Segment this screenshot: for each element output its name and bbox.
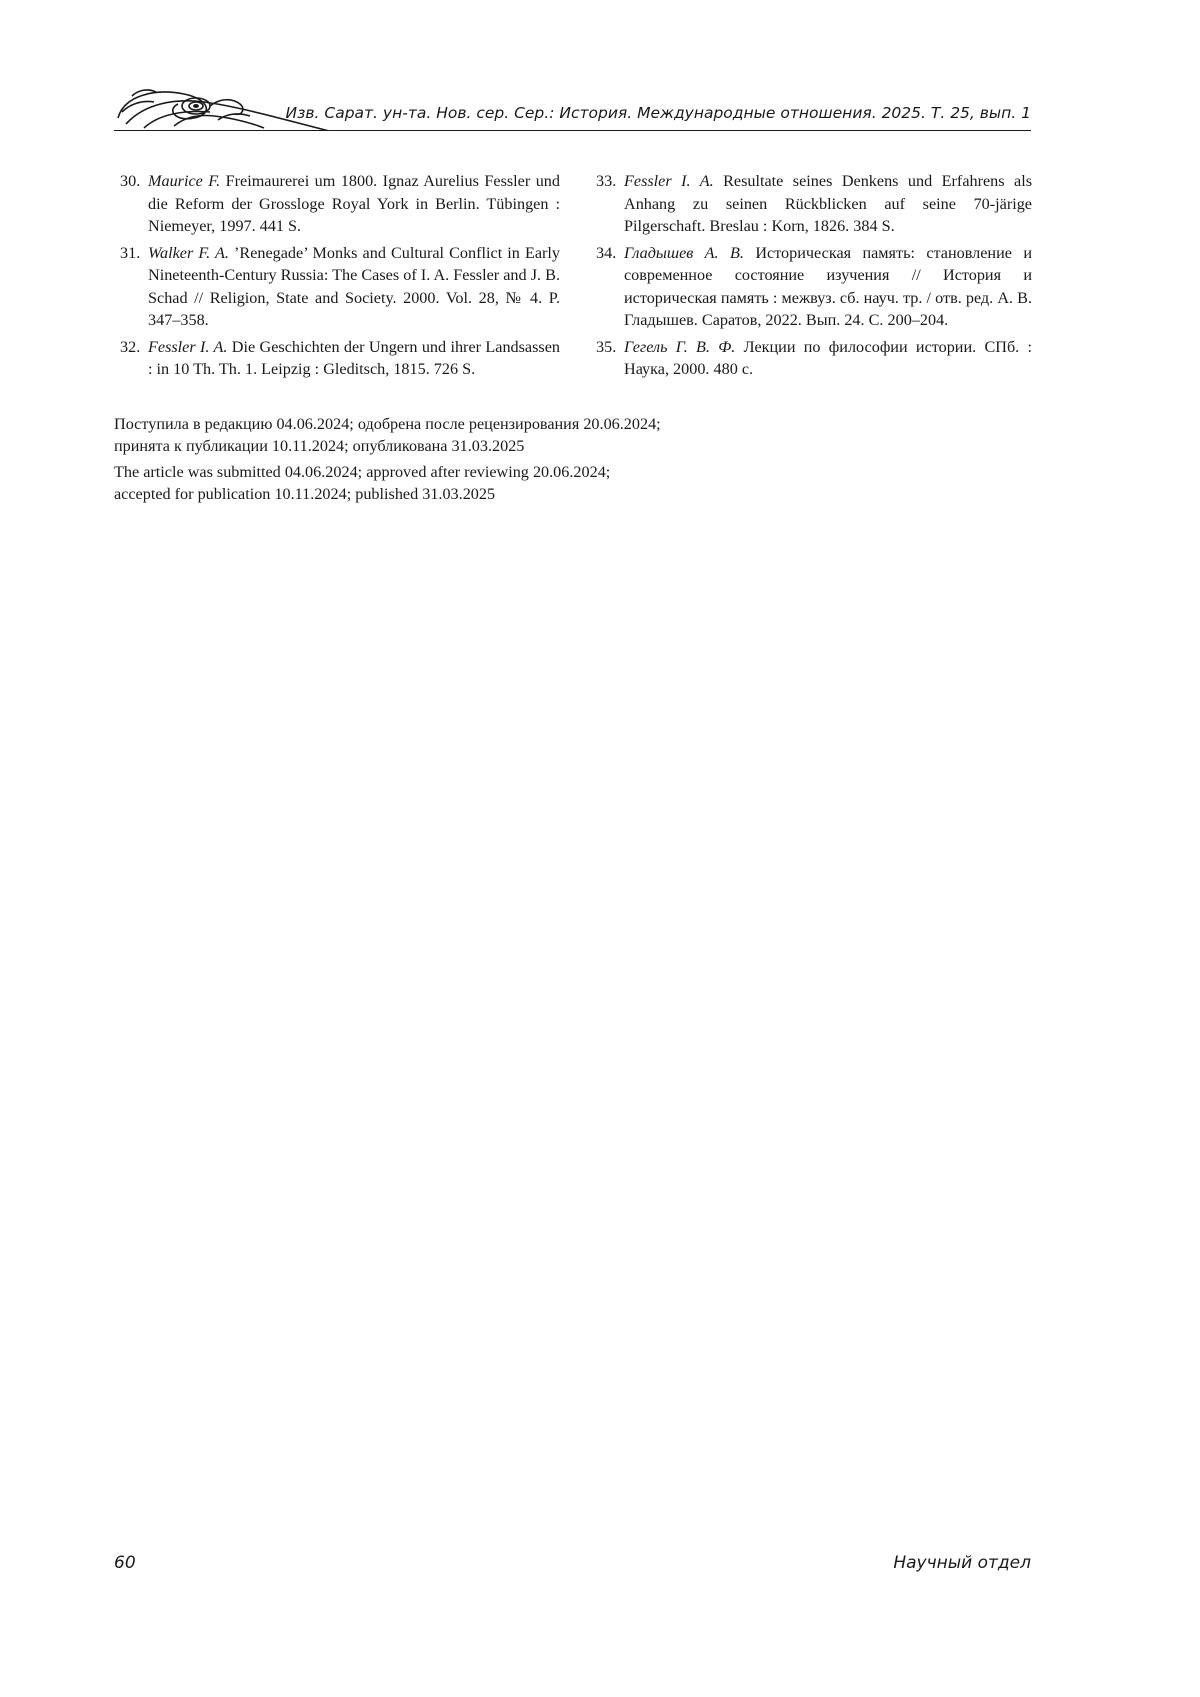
references-right-column <box>596 170 1032 385</box>
reference-author: Гладышев А. В. <box>624 243 744 262</box>
page-footer <box>114 1553 1031 1579</box>
running-title: Изв. Сарат. ун-та. Нов. сер. Сер.: История. Международные отношения. 2025. Т. 25, вып. 1 <box>285 104 1031 122</box>
header-rule <box>114 130 1031 131</box>
reference-item <box>596 242 1032 332</box>
page-header <box>114 80 1031 132</box>
reference-item <box>596 170 1032 238</box>
reference-item <box>120 242 560 332</box>
reference-author: Fessler I. A. <box>624 172 714 190</box>
dates-ru-line-2: принята к публикации 10.11.2024; опубликована 31.03.2025 <box>114 437 525 455</box>
submission-dates-ru <box>114 413 914 457</box>
dates-en-line-1: The article was submitted 04.06.2024; approved after reviewing 20.06.2024; <box>114 463 611 481</box>
dates-ru-line-1: Поступила в редакцию 04.06.2024; одобрена после рецензирования 20.06.2024; <box>114 415 661 433</box>
section-name: Научный отдел <box>893 1553 1031 1573</box>
reference-number: 33. <box>596 172 617 190</box>
reference-item <box>120 170 560 238</box>
references-left-column <box>120 170 560 385</box>
reference-text: ’Renegade’ Monks and Cultural Conflict in Early Nineteenth-Century Russia: The Cases of I. A. Fessler and J. B. Schad // Religion, State and Society. 2000. Vol. 28, № 4. P. 347–358. <box>148 243 560 329</box>
reference-text: Freimaurerei um 1800. Ignaz Aurelius Fessler und die Reform der Grossloge Royal York in Berlin. Tübingen : Niemeyer, 1997. 441 S. <box>148 172 560 235</box>
reference-author: Walker F. A. <box>148 243 229 262</box>
page-number: 60 <box>114 1553 136 1573</box>
reference-text: Историческая память: становление и современное состояние изучения // История и историческая память : межвуз. сб. науч. тр. / отв. ред. А. В. Гладышев. Саратов, 2022. Вып. 24. С. 200–204. <box>624 243 1032 329</box>
reference-item <box>596 336 1032 381</box>
reference-item <box>120 336 560 381</box>
reference-text: Die Geschichten der Ungern und ihrer Landsassen : in 10 Th. Th. 1. Leipzig : Gleditsch, 1815. 726 S. <box>148 337 560 378</box>
reference-author: Гегель Г. В. Ф. <box>624 337 736 356</box>
reference-number: 32. <box>120 337 141 356</box>
reference-author: Fessler I. A. <box>148 337 228 356</box>
submission-dates-en <box>114 461 914 505</box>
reference-text: Resultate seines Denkens und Erfahrens als Anhang zu seinen Rückblicken auf seine 70-järige Pilgerschaft. Breslau : Korn, 1826. 384 S. <box>624 172 1033 235</box>
dates-en-line-2: accepted for publication 10.11.2024; published 31.03.2025 <box>114 485 496 503</box>
reference-number: 31. <box>120 243 141 262</box>
reference-number: 35. <box>596 337 617 356</box>
reference-author: Maurice F. <box>148 172 221 190</box>
reference-text: Лекции по философии истории. СПб. : Наука, 2000. 480 с. <box>624 337 1032 378</box>
reference-number: 34. <box>596 243 617 262</box>
reference-number: 30. <box>120 172 141 190</box>
